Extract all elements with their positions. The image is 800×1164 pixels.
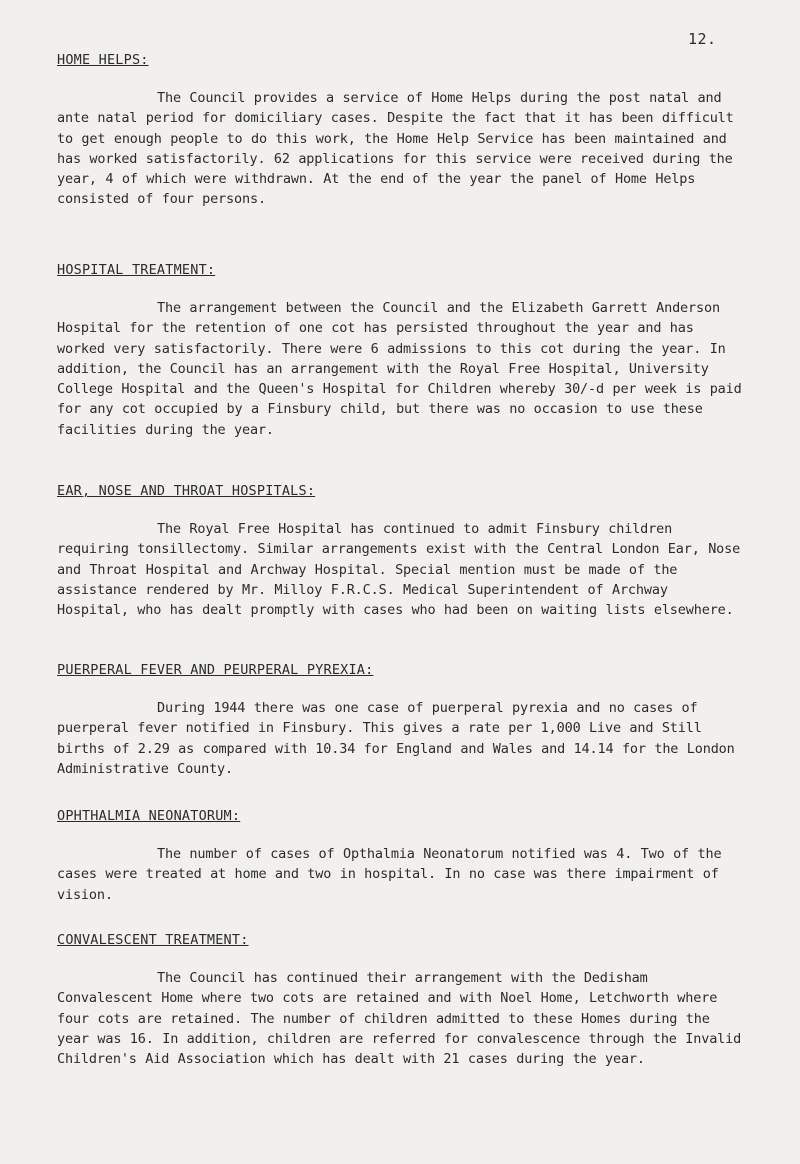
section-hospital-treatment xyxy=(57,262,747,440)
section-home-helps xyxy=(57,52,747,210)
section-heading: PUERPERAL FEVER AND PEURPERAL PYREXIA: xyxy=(57,662,374,678)
section-heading: CONVALESCENT TREATMENT: xyxy=(57,932,249,948)
section-convalescent-treatment xyxy=(57,932,747,1069)
section-puerperal-fever xyxy=(57,662,747,779)
section-body: The Royal Free Hospital has continued to admit Finsbury children requiring tonsillectomy. Similar arrangements exist with the Central London Ear, Nose and Throat Hospital and Archway Hospital. Special mention must be made of the assistance rendered by Mr. Milloy F.R.C.S. Medical Superintendent of Archway Hospital, who has dealt promptly with cases who had been on waiting lists elsewhere. xyxy=(57,521,741,619)
section-heading: EAR, NOSE AND THROAT HOSPITALS: xyxy=(57,483,316,499)
section-heading: HOME HELPS: xyxy=(57,52,149,68)
section-ent-hospitals xyxy=(57,483,747,620)
section-ophthalmia-neonatorum xyxy=(57,808,747,905)
page-number: 12. xyxy=(688,30,717,48)
section-body: The number of cases of Opthalmia Neonatorum notified was 4. Two of the cases were treated at home and two in hospital. In no case was there impairment of vision. xyxy=(57,846,722,903)
section-body: The Council provides a service of Home Helps during the post natal and ante natal period for domiciliary cases. Despite the fact that it has been difficult to get enough people to do this work, the Home Help Service has been maintained and has worked satisfactorily. 62 applications for this service were received during the year, 4 of which were withdrawn. At the end of the year the panel of Home Helps consisted of four persons. xyxy=(57,90,734,208)
section-heading: HOSPITAL TREATMENT: xyxy=(57,262,216,278)
section-body: During 1944 there was one case of puerperal pyrexia and no cases of puerperal fever notified in Finsbury. This gives a rate per 1,000 Live and Still births of 2.29 as compared with 10.34 for England and Wales and 14.14 for the London Administrative County. xyxy=(57,700,735,777)
section-heading: OPHTHALMIA NEONATORUM: xyxy=(57,808,241,824)
section-body: The Council has continued their arrangement with the Dedisham Convalescent Home where two cots are retained and with Noel Home, Letchworth where four cots are retained. The number of children admitted to these Homes during the year was 16. In addition, children are referred for convalescence through the Invalid Children's Aid Association which has dealt with 21 cases during the year. xyxy=(57,970,742,1068)
section-body: The arrangement between the Council and the Elizabeth Garrett Anderson Hospital for the retention of one cot has persisted throughout the year and has worked very satisfactorily. There were 6 admissions to this cot during the year. In addition, the Council has an arrangement with the Royal Free Hospital, University College Hospital and the Queen's Hospital for Children whereby 30/-d per week is paid for any cot occupied by a Finsbury child, but there was no occasion to use these facilities during the year. xyxy=(57,300,742,438)
